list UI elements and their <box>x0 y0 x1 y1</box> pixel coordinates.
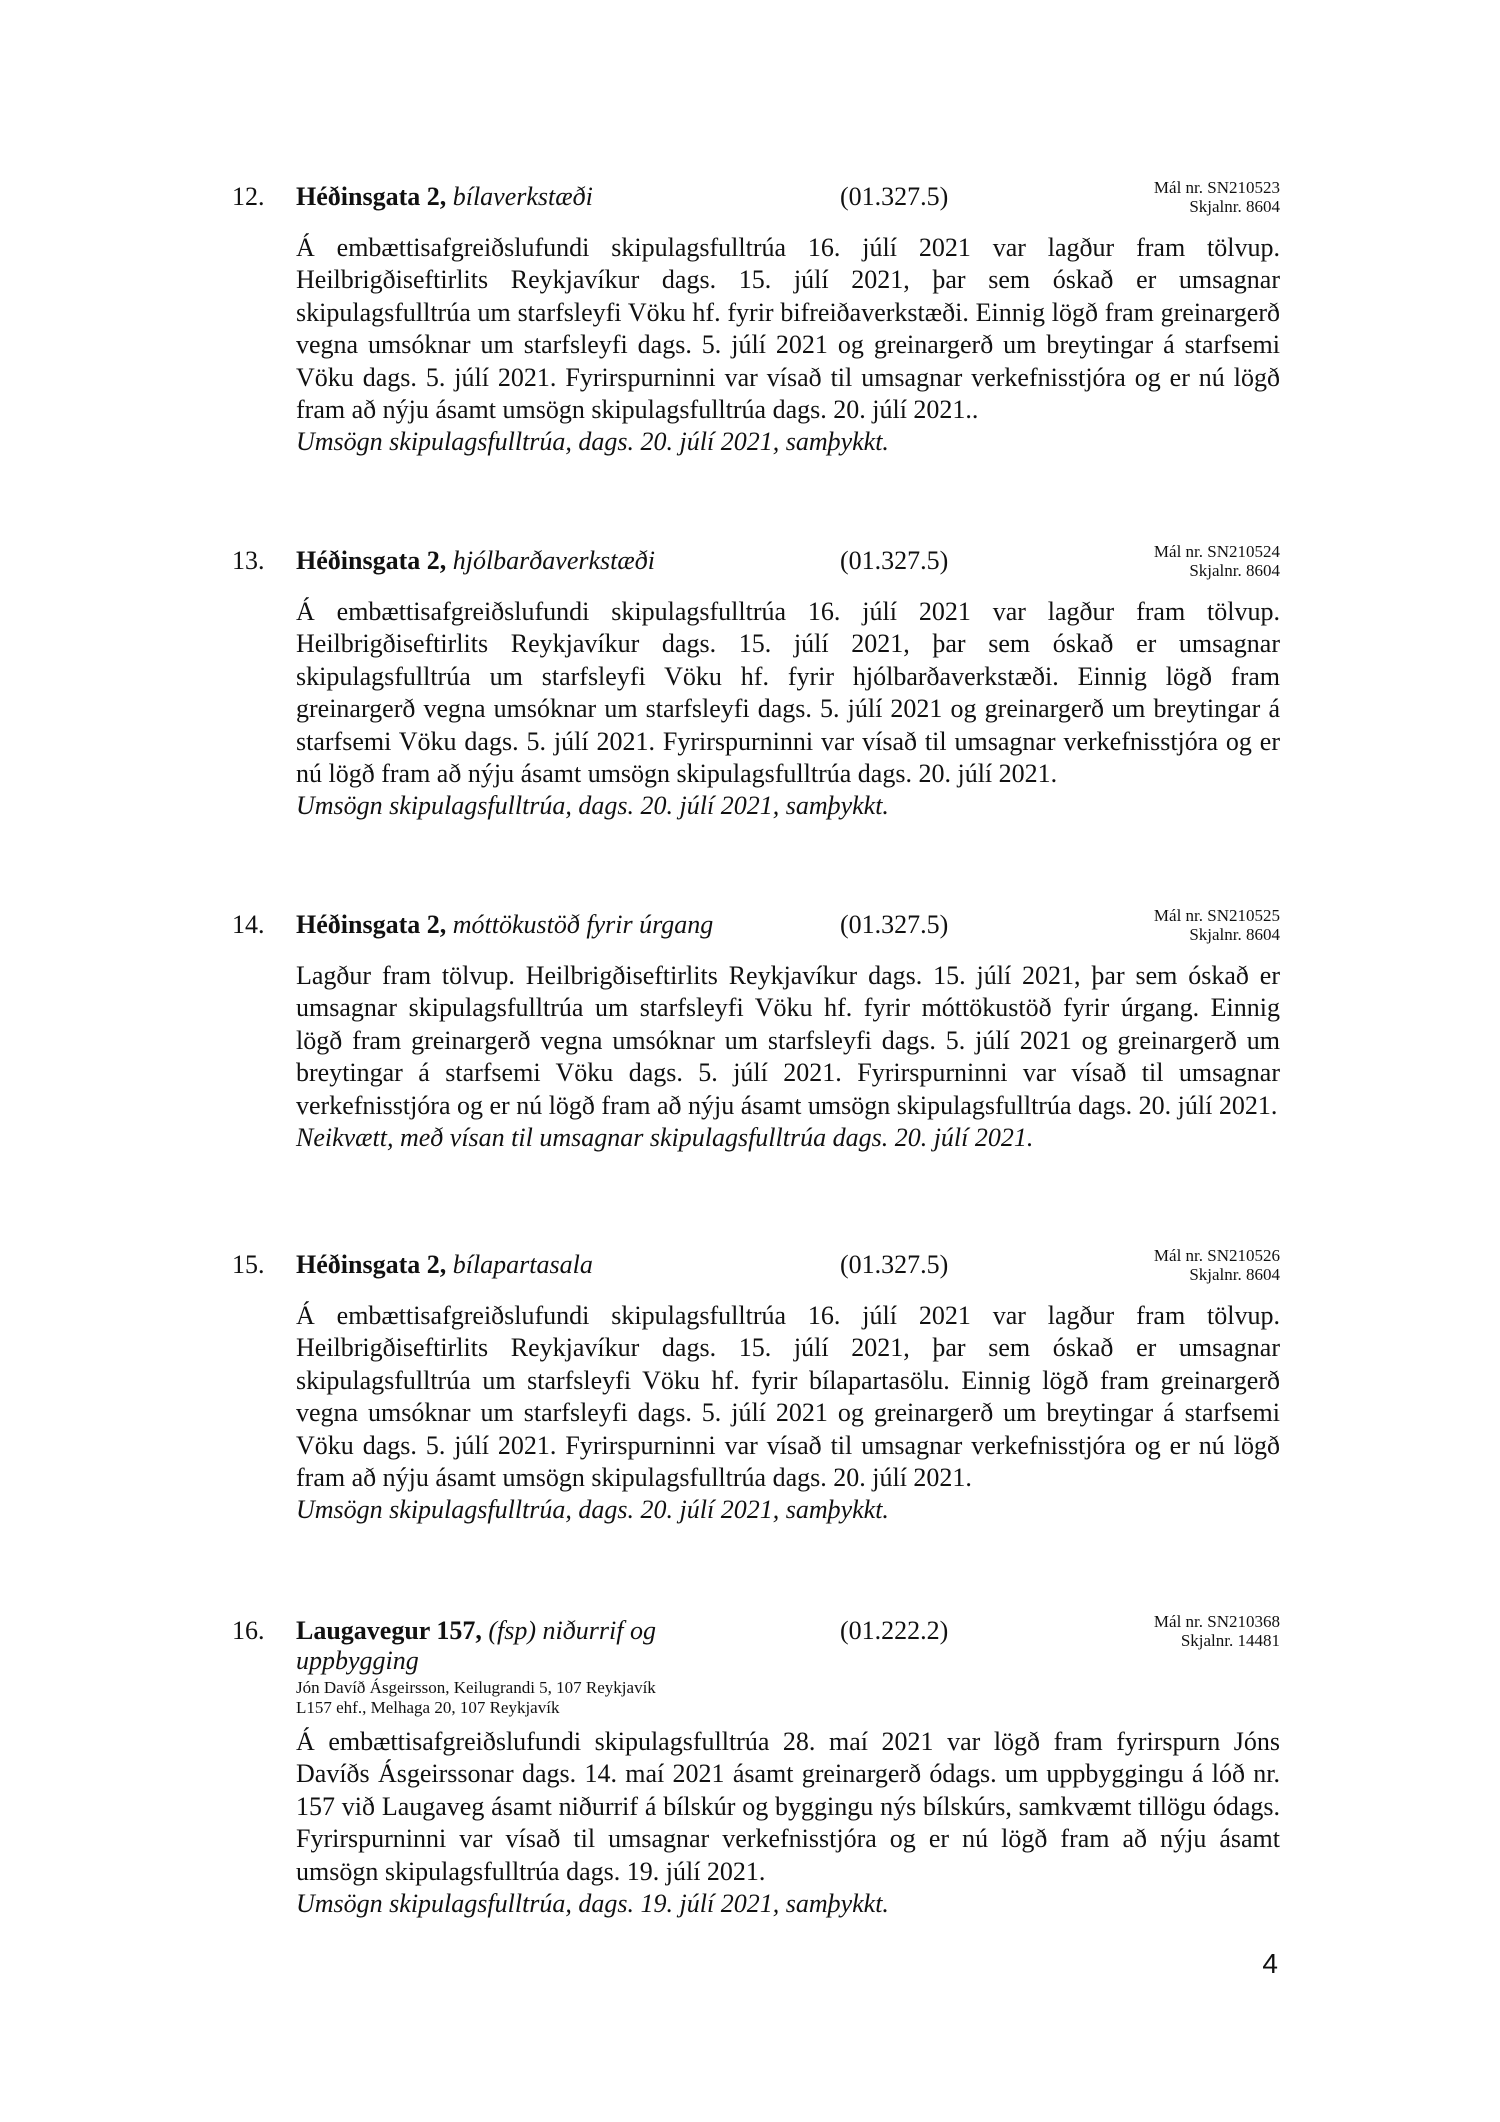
case-meta <box>1154 178 1280 216</box>
case-meta <box>1154 542 1280 580</box>
item-conclusion: Umsögn skipulagsfulltrúa, dags. 20. júlí 2021, samþykkt. <box>296 1495 889 1525</box>
applicant-2: L157 ehf., Melhaga 20, 107 Reykjavík <box>296 1698 560 1717</box>
item-conclusion: Umsögn skipulagsfulltrúa, dags. 19. júlí 2021, samþykkt. <box>296 1889 889 1919</box>
item-address: Héðinsgata 2, <box>296 1250 447 1279</box>
document-number: Skjalnr. 8604 <box>1189 1265 1280 1284</box>
item-number: 15. <box>232 1250 265 1279</box>
item-number: 12. <box>232 182 265 211</box>
document-number: Skjalnr. 8604 <box>1189 925 1280 944</box>
item-conclusion: Umsögn skipulagsfulltrúa, dags. 20. júlí 2021, samþykkt. <box>296 791 889 821</box>
case-number: Mál nr. SN210523 <box>1153 178 1280 197</box>
item-body <box>296 596 1280 823</box>
item-address: Héðinsgata 2, <box>296 546 447 575</box>
item-address: Héðinsgata 2, <box>296 910 447 939</box>
document-number: Skjalnr. 8604 <box>1189 197 1280 216</box>
item-title <box>296 546 716 576</box>
item-subject: (fsp) niðurrif og uppbygging <box>296 1616 656 1675</box>
item-text: Á embættisafgreiðslufundi skipulagsfulltrúa 28. maí 2021 var lögð fram fyrirspurn Jóns Davíðs Ásgeirssonar dags. 14. maí 2021 ásamt greinargerð ódags. um uppbyggingu á lóð nr. 157 við Laugaveg ásamt niðurrif á bílskúr og byggingu nýs bílskúrs, samkvæmt tillögu ódags. Fyrirspurninni var vísað til umsagnar verkefnisstjóra og er nú lögð fram að nýju ásamt umsögn skipulagsfulltrúa dags. 19. júlí 2021. <box>296 1727 1280 1886</box>
case-meta <box>1154 1246 1280 1284</box>
item-body <box>296 1726 1280 1920</box>
applicant-1: Jón Davíð Ásgeirsson, Keilugrandi 5, 107 Reykjavík <box>296 1678 656 1697</box>
case-number: Mál nr. SN210525 <box>1153 906 1280 925</box>
item-title <box>296 1250 716 1280</box>
item-title <box>296 1616 696 1676</box>
item-subject: móttökustöð fyrir úrgang <box>452 910 714 939</box>
item-code: (01.222.2) <box>840 1616 949 1645</box>
item-number: 14. <box>232 910 265 939</box>
item-subject: bílapartasala <box>452 1250 593 1279</box>
document-number: Skjalnr. 14481 <box>1180 1631 1280 1650</box>
item-text: Á embættisafgreiðslufundi skipulagsfulltrúa 16. júlí 2021 var lagður fram tölvup. Heilbrigðiseftirlits Reykjavíkur dags. 15. júlí 2021, þar sem óskað er umsagnar skipulagsfulltrúa um starfsleyfi Vöku hf. fyrir hjólbarðaverkstæði. Einnig lögð fram greinargerð vegna umsóknar um starfsleyfi dags. 5. júlí 2021 og greinargerð um breytingar á starfsemi Vöku dags. 5. júlí 2021. Fyrirspurninni var vísað til umsagnar verkefnisstjóra og er nú lögð fram að nýju ásamt umsögn skipulagsfulltrúa dags. 20. júlí 2021. <box>296 597 1280 789</box>
item-number: 13. <box>232 546 265 575</box>
item-body <box>296 232 1280 459</box>
item-subject: bílaverkstæði <box>452 182 593 211</box>
item-title <box>296 910 716 940</box>
item-code: (01.327.5) <box>840 546 949 575</box>
case-number: Mál nr. SN210368 <box>1153 1612 1280 1631</box>
case-meta <box>1154 906 1280 944</box>
item-text: Á embættisafgreiðslufundi skipulagsfulltrúa 16. júlí 2021 var lagður fram tölvup. Heilbrigðiseftirlits Reykjavíkur dags. 15. júlí 2021, þar sem óskað er umsagnar skipulagsfulltrúa um starfsleyfi Vöku hf. fyrir bílapartasölu. Einnig lögð fram greinargerð vegna umsóknar um starfsleyfi dags. 5. júlí 2021 og greinargerð um breytingar á starfsemi Vöku dags. 5. júlí 2021. Fyrirspurninni var vísað til umsagnar verkefnisstjóra og er nú lögð fram að nýju ásamt umsögn skipulagsfulltrúa dags. 20. júlí 2021. <box>296 1301 1280 1493</box>
item-text: Á embættisafgreiðslufundi skipulagsfulltrúa 16. júlí 2021 var lagður fram tölvup. Heilbrigðiseftirlits Reykjavíkur dags. 15. júlí 2021, þar sem óskað er umsagnar skipulagsfulltrúa um starfsleyfi Vöku hf. fyrir bifreiðaverkstæði. Einnig lögð fram greinargerð vegna umsóknar um starfsleyfi dags. 5. júlí 2021 og greinargerð um breytingar á starfsemi Vöku dags. 5. júlí 2021. Fyrirspurninni var vísað til umsagnar verkefnisstjóra og er nú lögð fram að nýju ásamt umsögn skipulagsfulltrúa dags. 20. júlí 2021.. <box>296 233 1280 425</box>
applicants <box>296 1678 656 1718</box>
item-title <box>296 182 716 212</box>
item-code: (01.327.5) <box>840 910 949 939</box>
item-text: Lagður fram tölvup. Heilbrigðiseftirlits Reykjavíkur dags. 15. júlí 2021, þar sem óskað er umsagnar skipulagsfulltrúa um starfsleyfi Vöku hf. fyrir móttökustöð fyrir úrgang. Einnig lögð fram greinargerð vegna umsóknar um starfsleyfi dags. 5. júlí 2021 og greinargerð um breytingar á starfsemi Vöku dags. 5. júlí 2021. Fyrirspurninni var vísað til umsagnar verkefnisstjóra og er nú lögð fram að nýju ásamt umsögn skipulagsfulltrúa dags. 20. júlí 2021. <box>296 961 1280 1120</box>
item-conclusion: Neikvætt, með vísan til umsagnar skipulagsfulltrúa dags. 20. júlí 2021. <box>296 1123 1034 1153</box>
item-code: (01.327.5) <box>840 182 949 211</box>
item-body <box>296 960 1280 1154</box>
item-address: Héðinsgata 2, <box>296 182 447 211</box>
item-body <box>296 1300 1280 1527</box>
case-meta <box>1154 1612 1280 1650</box>
item-subject: hjólbarðaverkstæði <box>452 546 655 575</box>
case-number: Mál nr. SN210526 <box>1153 1246 1280 1265</box>
item-number: 16. <box>232 1616 265 1645</box>
item-conclusion: Umsögn skipulagsfulltrúa, dags. 20. júlí 2021, samþykkt. <box>296 427 889 457</box>
item-address: Laugavegur 157, <box>296 1616 482 1645</box>
case-number: Mál nr. SN210524 <box>1153 542 1280 561</box>
page-number: 4 <box>1262 1948 1278 1979</box>
document-number: Skjalnr. 8604 <box>1189 561 1280 580</box>
item-code: (01.327.5) <box>840 1250 949 1279</box>
